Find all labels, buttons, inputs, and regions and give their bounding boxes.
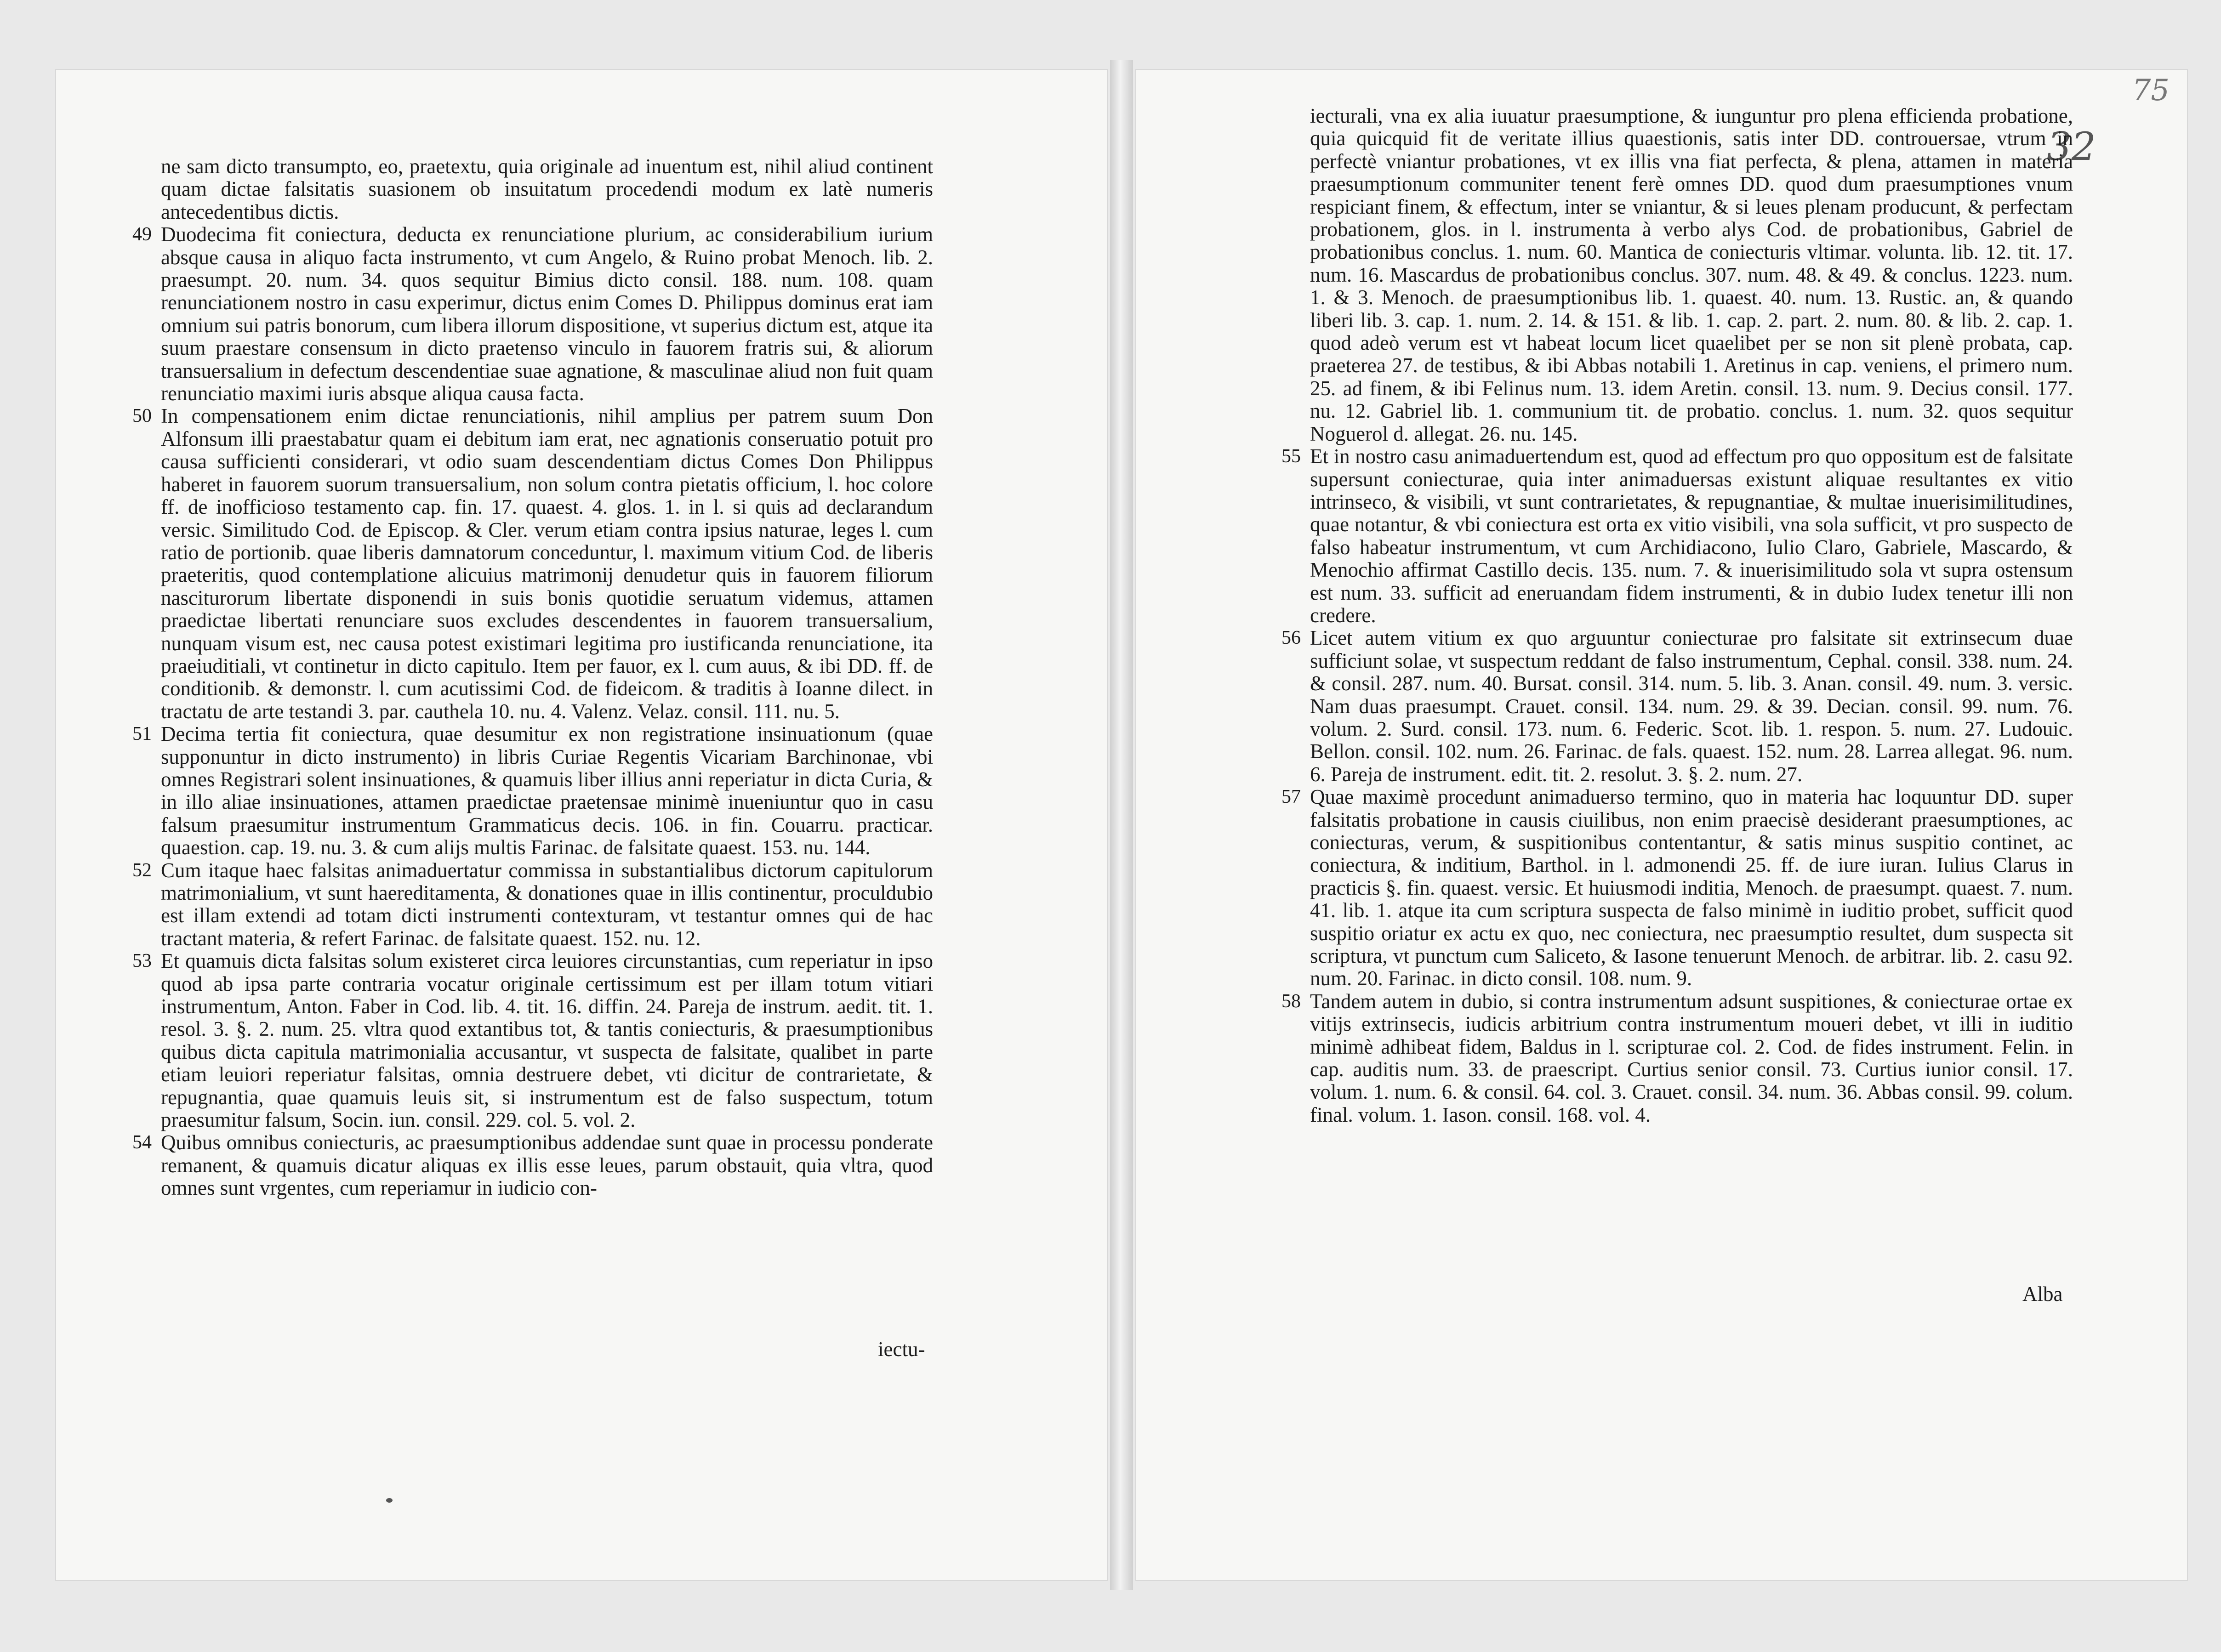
right-page [1135,69,2188,1581]
paragraph [1281,445,2073,627]
paragraph-number: 55 [1281,446,1301,467]
paragraph-text: Quae maximè procedunt animaduerso termino, quo in materia hac loquuntur DD. super falsitatis probatione in causis ciuilibus, non enim praecisè desiderant praesumptiones, ac coniecturas, verum, & suspitionibus contentantur, & satis minus suspitio continet, ac coniectura, & inditium, Barthol. in l. admonendi 25. ff. de iure iuran. Iulius Clarus in practicis §. fin. quaest. versic. Et huiusmodi inditia, Menoch. de praesumpt. quaest. 7. num. 41. lib. 1. atque ita cum scriptura suspecta de falso minimè in iuditio probet, sufficit quod suspitio oriatur ex actu ex quo, nec coniectura, nec praesumptio resultet, dum suspecta sit scriptura, vt punctum cum Saliceto, & Iasone tenuerunt Menoch. de arbitrar. lib. 2. casu 92. num. 20. Farinac. in dicto consil. 108. num. 9. [1310,785,2073,990]
paragraph-number: 54 [132,1132,152,1153]
paragraph-text: Et quamuis dicta falsitas solum existeret circa leuiores circunstantias, cum reperiatur in ipso quod ab ipsa parte contraria vocatur originale certissimum est per illam totum vitiari instrumentum, Anton. Faber in Cod. lib. 4. tit. 16. diffin. 24. Pareja de instrum. aedit. tit. 1. resol. 3. §. 2. num. 25. vltra quod extantibus tot, & tantis coniecturis, & praesumptionibus quibus dicta capitula matrimonialia accusantur, vt suspecta de falsitate, qualibet in parte etiam leuiori reperiatur falsitas, omnia destruere debet, vti dicitur de contrarietate, & repugnantia, quae quamuis leuis sit, si instrumentum est de falso suspectum, totum praesumitur falsum, Socin. iun. consil. 229. col. 5. vol. 2. [161,949,933,1132]
left-text-column [132,155,933,1200]
paragraph-text: iecturali, vna ex alia iuuatur praesumptione, & iunguntur pro plena efficienda probatione, quia quicquid fit de veritate illius quaestionis, satis inter DD. controuersae, vtrum in perfectè vniantur probationes, vt ex illis vna fiat perfecta, & plena, attamen in materia praesumptionum communiter tenent ferè omnes DD. quod dum praesumptiones vnum respiciant finem, & effectum, inter se vniantur, & si leues plenam producunt, & perfectam probationem, glos. in l. instrumenta à verbo alys Cod. de probationibus, Gabriel de probationibus conclus. 1. num. 60. Mantica de coniecturis vltimar. volunta. lib. 12. tit. 17. num. 16. Mascardus de probationibus conclus. 307. num. 48. & 49. & conclus. 1223. num. 1. & 3. Menoch. de praesumptionibus lib. 1. quaest. 40. num. 13. Rustic. an, & quando liberi lib. 3. cap. 1. num. 2. 14. & 151. & lib. 1. cap. 2. part. 2. num. 80. & lib. 2. cap. 1. quod adeò verum est vt habeat locum licet quaelibet per se non sit plenè probata, cap. praeterea 27. de testibus, & ibi Abbas notabili 1. Aretinus in cap. veniens, el primero num. 25. ad finem, & ibi Felinus num. 13. idem Aretin. consil. 13. num. 9. Decius consil. 177. nu. 12. Gabriel lib. 1. communium tit. de probatio. conclus. 1. num. 32. quos sequitur Noguerol d. allegat. 26. nu. 145. [1310,104,2073,445]
paragraph-text: Tandem autem in dubio, si contra instrumentum adsunt suspitiones, & coniecturae ortae ex vitijs extrinsecis, iudicis arbitrium contra instrumentum moueri debet, vt illi in iuditio minimè adhibeat fidem, Baldus in l. scripturae col. 2. Cod. de fides instrument. Felin. in cap. auditis num. 33. de praescript. Curtius senior consil. 73. Curtius iunior consil. 17. volum. 1. num. 6. & consil. 64. col. 3. Crauet. consil. 34. num. 36. Abbas consil. 99. colum. final. volum. 1. Iason. consil. 168. vol. 4. [1310,989,2073,1126]
paragraph-text: Cum itaque haec falsitas animaduertatur commissa in substantialibus dictorum capitulorum matrimonialium, vt sunt haereditamenta, & donationes quae in illis continentur, proculdubio est illam extendi ad totam dicti instrumenti contexturam, vt testantur omnes qui de hac tractant materia, & refert Farinac. de falsitate quaest. 152. nu. 12. [161,858,933,950]
paragraph [132,1131,933,1200]
catchword: Alba [2022,1283,2063,1306]
paragraph-number: 52 [132,859,152,881]
folio-number: 32 [2047,124,2096,169]
paragraph [1310,105,2073,445]
paragraph [1281,626,2073,786]
paragraph-text: ne sam dicto transumpto, eo, praetextu, quia originale ad inuentum est, nihil aliud continent quam dictae falsitatis suasionem ob insuitatum procedendi modum ex latè numeris antecedentibus dictis. [161,155,933,223]
book-gutter [1110,60,1133,1590]
paragraph [1281,785,2073,990]
paragraph [1281,989,2073,1126]
paragraph-number: 50 [132,405,152,427]
paragraph [132,404,933,723]
paragraph-text: In compensationem enim dictae renunciationis, nihil amplius per patrem suum Don Alfonsum illi praestabatur quam ei debitum iam erat, nec agnationis conseruatio potuit pro causa sufficienti considerari, vt odio suam descendentiam dictus Comes Don Philippus haberet in fauorem suorum transuersalium, non solum contra pietatis officium, l. hoc colore ff. de inofficioso testamento cap. fin. 17. quaest. 4. glos. 1. in l. si quis ad declarandum versic. Similitudo Cod. de Episcop. & Cler. verum etiam contra ipsius naturae, leges l. cum ratio de portionib. quae liberis damnatorum conceduntur, l. maximum vitium Cod. de liberis praeteritis, quod contemplatione alicuius matrimonij denudetur quis in fauorem filiorum nasciturorum libertate disponendi in suis bonis quotidie seruatum videmus, attamen praedictae libertati renunciare suos excludes descendentes in fauorem transuersalium, nunquam visum est, nec causa potest existimari legitima pro iustificanda renunciatione, ita praeiuditiali, vt continetur in dicto capitulo. Item per fauor, ex l. cum auus, & ibi DD. ff. de conditionib. & demonstr. l. cum acutissimi Cod. de fideicom. & traditis à Ioanne dilect. in tractatu de arte testandi 3. par. cauthela 10. nu. 4. Valenz. Velaz. consil. 111. nu. 5. [161,404,933,723]
paragraph [132,858,933,950]
paragraph-text: Decima tertia fit coniectura, quae desumitur ex non registratione insinuationum (quae supponuntur in dicto instrumento) in libris Curiae Regentis Vicariam Barchinonae, vbi omnes Registrari solent insinuationes, & quamuis liber illius anni reperiatur in dicta Curia, & in illo aliae insinuationes, attamen praedictae praetensae minimè inueniuntur quo in casu falsum praesumitur instrumentum Grammaticus decis. 106. in fin. Couarru. practicar. quaestion. cap. 19. nu. 3. & cum alijs multis Farinac. de falsitate quaest. 153. nu. 144. [161,722,933,859]
paragraph [132,223,933,405]
paragraph-number: 58 [1281,990,1301,1012]
right-text-column [1281,104,2073,1126]
paragraph [161,155,933,223]
paragraph-text: Quibus omnibus coniecturis, ac praesumptionibus addendae sunt quae in processu ponderate remanent, & quamuis dicatur aliquas ex illis esse leues, parum obstauit, quia vltra, quod omnes sunt vrgentes, cum reperiamur in iudicio con- [161,1131,933,1200]
paragraph-text: Et in nostro casu animaduertendum est, quod ad effectum pro quo oppositum est de falsitate supersunt coniecturae, quia inter animaduersas existunt aliquae resultantes ex vitio intrinseco, & visibili, vt sunt contrarietates, & repugnantiae, & multae inuerisimilitudines, quae notantur, & vbi coniectura est orta ex vitio visibili, vna sola sufficit, vt pro suspecto de falso habeatur instrumentum, vt cum Archidiacono, Iulio Claro, Gabriele, Mascardo, & Menochio affirmat Castillo decis. 135. num. 7. & inuerisimilitudo sola vt supra ostensum est num. 33. sufficit ad eneruandam fidem instrumenti, & in dubio Iudex tenetur illi non credere. [1310,445,2073,627]
paragraph [132,722,933,859]
paragraph [132,949,933,1132]
paragraph-number: 51 [132,723,152,745]
paragraph-number: 49 [132,224,152,245]
paragraph-number: 56 [1281,627,1301,649]
folio-number-alt: 75 [2132,74,2170,108]
paragraph-text: Duodecima fit coniectura, deducta ex renunciatione plurium, ac considerabilium iurium absque causa in aliquo facta instrumento, vt cum Angelo, & Ruino probat Menoch. lib. 2. praesumpt. 20. num. 34. quos sequitur Bimius dicto consil. 188. num. 108. quam renunciationem nostro in casu experimur, dictus enim Comes D. Philippus dominus erat iam omnium sui patris bonorum, cum libera illorum dispositione, vt superius dictum est, atque ita suum praestare consensum in dicto praetenso vinculo in fauorem fratris sui, & aliorum transuersalium in defectum descendentiae suae agnatione, & masculinae aliud non fuit quam renunciatio maximi iuris absque aliqua causa facta. [161,223,933,405]
paragraph-number: 53 [132,950,152,972]
left-page [55,69,1108,1581]
paragraph-number: 57 [1281,786,1301,808]
ink-speck [386,1498,393,1503]
catchword: iectu- [878,1338,925,1361]
paragraph-text: Licet autem vitium ex quo arguuntur coniecturae pro falsitate sit extrinsecum duae sufficiunt solae, vt suspectum reddant de falso instrumentum, Cephal. consil. 338. num. 24. & consil. 287. num. 40. Bursat. consil. 314. num. 5. lib. 3. Anan. consil. 49. num. 3. versic. Nam duas praesumpt. Crauet. consil. 134. num. 29. & 39. Decian. consil. 99. num. 76. volum. 2. Surd. consil. 173. num. 6. Federic. Scot. lib. 1. respon. 5. num. 27. Ludouic. Bellon. consil. 102. num. 26. Farinac. de fals. quaest. 152. num. 28. Larrea allegat. 96. num. 6. Pareja de instrument. edit. tit. 2. resolut. 3. §. 2. num. 27. [1310,626,2073,786]
